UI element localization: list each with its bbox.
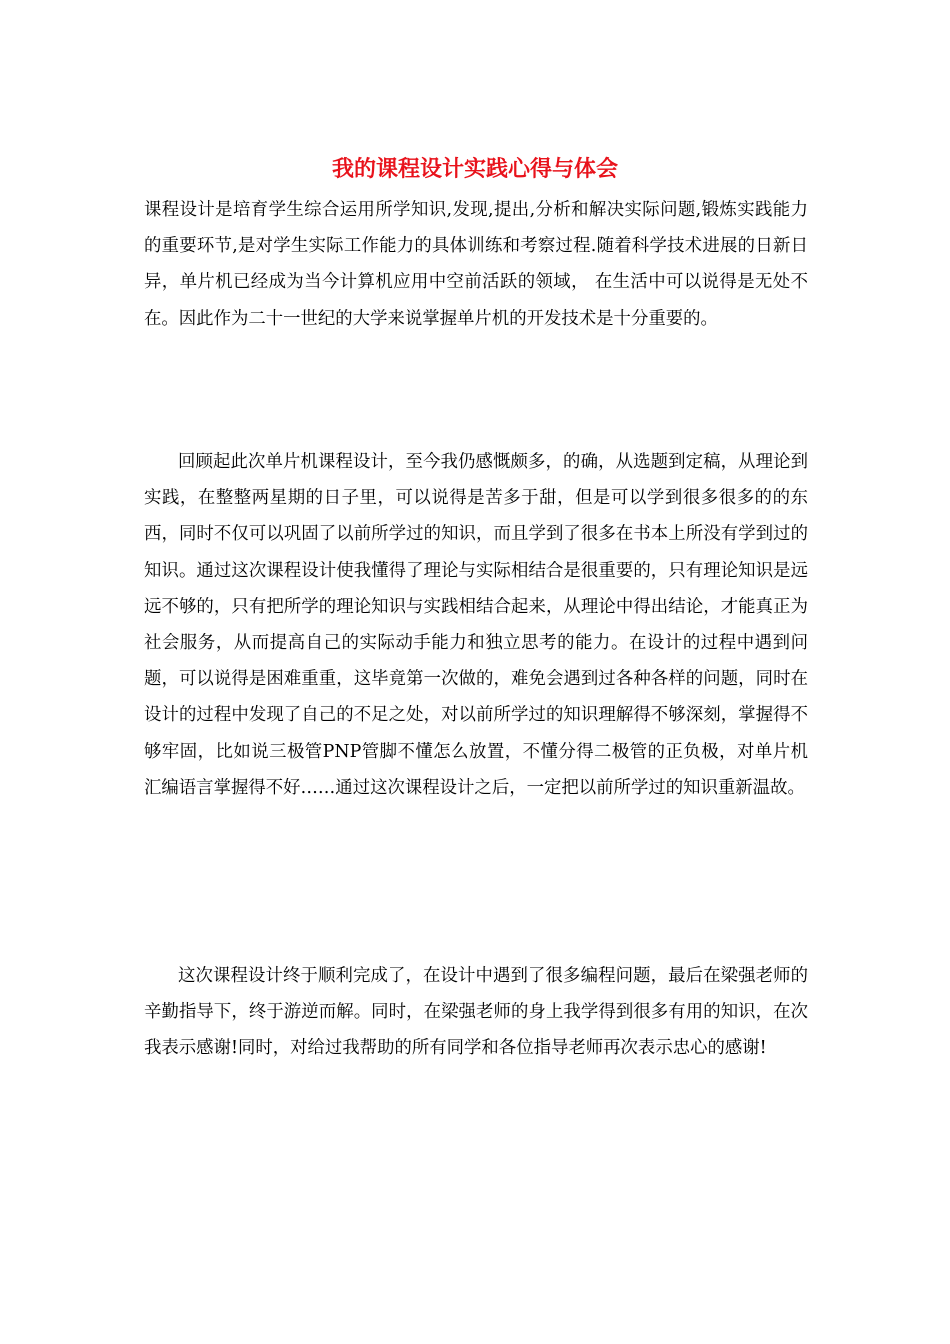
paragraph-intro: 课程设计是培育学生综合运用所学知识,发现,提出,分析和解决实际问题,锻炼实践能力的重要环节,是对学生实际工作能力的具体训练和考察过程.随着科学技术进展的日新日异，单片机已经成为当今计算机应用中空前活跃的领域， 在生活中可以说得是无处不在。因此作为二十一世纪的大学来说掌握单片机的开发技术是十分重要的。 (144, 200, 808, 329)
paragraph-review: 回顾起此次单片机课程设计，至今我仍感慨颇多，的确，从选题到定稿，从理论到实践，在整整两星期的日子里，可以说得是苦多于甜，但是可以学到很多很多的的东西，同时不仅可以巩固了以前所学过的知识，而且学到了很多在书本上所没有学到过的知识。通过这次课程设计使我懂得了理论与实际相结合是很重要的，只有理论知识是远远不够的，只有把所学的理论知识与实践相结合起来，从理论中得出结论，才能真正为社会服务，从而提高自己的实际动手能力和独立思考的能力。在设计的过程中遇到问题，可以说得是困难重重，这毕竟第一次做的，难免会遇到过各种各样的问题，同时在设计的过程中发现了自己的不足之处，对以前所学过的知识理解得不够深刻，掌握得不够牢固，比如说三极管PNP管脚不懂怎么放置，不懂分得二极管的正负极，对单片机汇编语言掌握得不好……通过这次课程设计之后，一定把以前所学过的知识重新温故。 (144, 452, 808, 798)
document-title: 我的课程设计实践心得与体会 (331, 156, 618, 182)
paragraph-thanks: 这次课程设计终于顺利完成了，在设计中遇到了很多编程问题，最后在梁强老师的辛勤指导下，终于游逆而解。同时，在梁强老师的身上我学得到很多有用的知识，在次我表示感谢!同时，对给过我帮助的所有同学和各位指导老师再次表示忠心的感谢! (144, 966, 808, 1059)
